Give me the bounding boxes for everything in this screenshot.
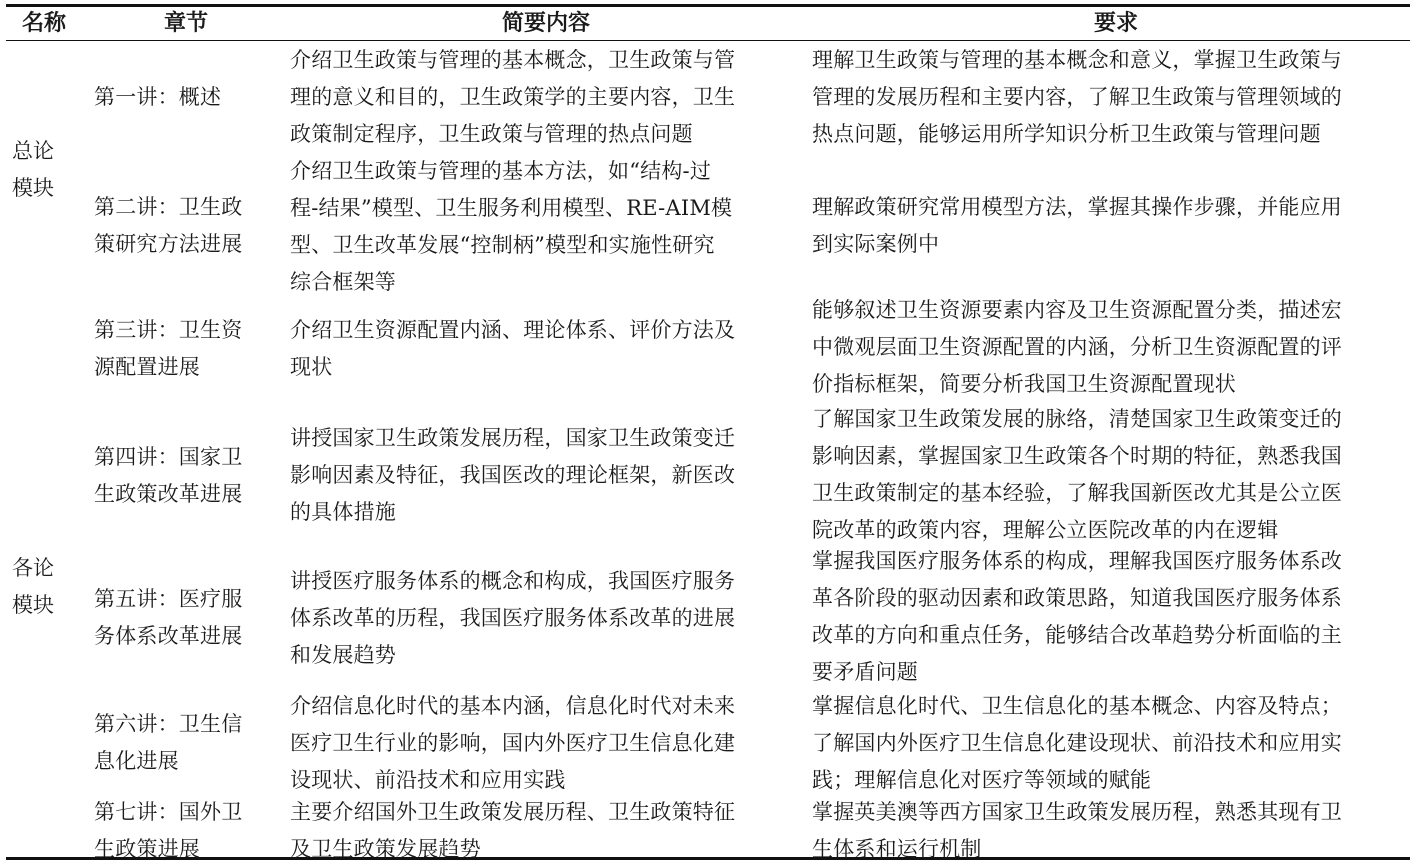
row-1-requirement: 理解卫生政策与管理的基本概念和意义，掌握卫生政策与 管理的发展历程和主要内容，了解卫生政策与管理领域的 热点问题，能够运用所学知识分析卫生政策与管理问题 — [812, 48, 1342, 146]
row-1-chapter: 第一讲：概述 — [94, 85, 222, 109]
row-4-content: 讲授国家卫生政策发展历程，国家卫生政策变迁 影响因素及特征，我国医改的理论框架，新医改 的具体措施 — [290, 426, 736, 524]
module-specific: 各论 模块 — [12, 556, 54, 617]
course-table — [6, 4, 1410, 860]
row-2-content: 介绍卫生政策与管理的基本方法，如“结构-过 程-结果”模型、卫生服务利用模型、RE-AIM模 型、卫生改革发展“控制柄”模型和实施性研究 综合框架等 — [290, 159, 733, 294]
row-1-content: 介绍卫生政策与管理的基本概念，卫生政策与管 理的意义和目的，卫生政策学的主要内容，卫生 政策制定程序，卫生政策与管理的热点问题 — [290, 48, 736, 146]
row-7-content: 主要介绍国外卫生政策发展历程、卫生政策特征 及卫生政策发展趋势 — [290, 800, 736, 861]
module-general: 总论 模块 — [12, 139, 54, 200]
row-3-chapter: 第三讲：卫生资 源配置进展 — [94, 318, 243, 379]
row-5-content: 讲授医疗服务体系的概念和构成，我国医疗服务 体系改革的历程，我国医疗服务体系改革的进展 和发展趋势 — [290, 569, 736, 667]
row-2-chapter: 第二讲：卫生政 策研究方法进展 — [94, 195, 243, 256]
row-6-chapter: 第六讲：卫生信 息化进展 — [94, 712, 243, 773]
row-4-chapter: 第四讲：国家卫 生政策改革进展 — [94, 445, 243, 506]
row-7-chapter: 第七讲：国外卫 生政策进展 — [94, 800, 243, 861]
row-4-requirement: 了解国家卫生政策发展的脉络，清楚国家卫生政策变迁的 影响因素，掌握国家卫生政策各个时期的特征，熟悉我国 卫生政策制定的基本经验，了解我国新医改尤其是公立医 院改革的政策内容，理解公立医院改革的内在逻辑 — [812, 407, 1342, 542]
row-5-requirement: 掌握我国医疗服务体系的构成，理解我国医疗服务体系改 革各阶段的驱动因素和政策思路，知道我国医疗服务体系 改革的方向和重点任务，能够结合改革趋势分析面临的主 要矛盾问题 — [812, 549, 1342, 684]
row-3-content: 介绍卫生资源配置内涵、理论体系、评价方法及 现状 — [290, 318, 736, 379]
row-6-requirement: 掌握信息化时代、卫生信息化的基本概念、内容及特点； 了解国内外医疗卫生信息化建设现状、前沿技术和应用实 践；理解信息化对医疗等领域的赋能 — [812, 694, 1342, 792]
row-2-requirement: 理解政策研究常用模型方法，掌握其操作步骤，并能应用 到实际案例中 — [812, 195, 1342, 256]
header-name: 名称 — [21, 10, 66, 36]
header-chapter: 章节 — [163, 10, 208, 36]
header-divider — [6, 40, 1410, 41]
row-5-chapter: 第五讲：医疗服 务体系改革进展 — [94, 587, 243, 648]
row-3-requirement: 能够叙述卫生资源要素内容及卫生资源配置分类，描述宏 中微观层面卫生资源配置的内涵，分析卫生资源配置的评 价指标框架，简要分析我国卫生资源配置现状 — [812, 298, 1342, 396]
row-7-requirement: 掌握英美澳等西方国家卫生政策发展历程，熟悉其现有卫 生体系和运行机制 — [812, 800, 1342, 861]
header-requirement: 要求 — [1093, 10, 1138, 36]
row-6-content: 介绍信息化时代的基本内涵，信息化时代对未来 医疗卫生行业的影响，国内外医疗卫生信息化建 设现状、前沿技术和应用实践 — [290, 694, 736, 792]
header-content: 简要内容 — [501, 10, 590, 36]
